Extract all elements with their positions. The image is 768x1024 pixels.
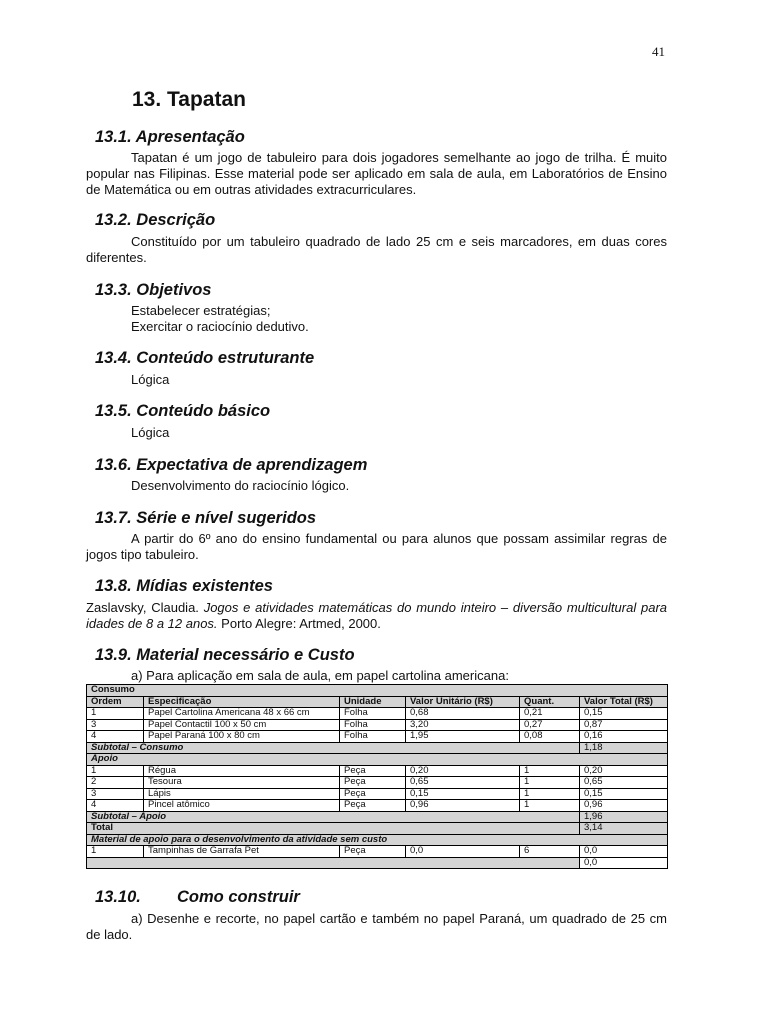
table-row (87, 708, 668, 720)
table-cell: 3 (87, 719, 144, 731)
objective-2: Exercitar o raciocínio dedutivo. (131, 319, 309, 334)
section-text-como-construir: a) Desenhe e recorte, no papel cartão e também no papel Paraná, um quadrado de 25 cm de lado. (86, 911, 667, 942)
table-row (87, 777, 668, 789)
table-cell: 0,27 (520, 719, 580, 731)
table-cell: 3 (87, 788, 144, 800)
table-cell: 0,20 (406, 765, 520, 777)
table-cell: Folha (340, 719, 406, 731)
final-total-value: 0,0 (580, 857, 668, 869)
table-cell: 0,21 (520, 708, 580, 720)
table-cell: 6 (520, 846, 580, 858)
column-header: Valor Total (R$) (580, 696, 668, 708)
section-number: 13.10. (95, 888, 141, 906)
section-heading-conteudo-basico: 13.5. Conteúdo básico (95, 402, 271, 420)
table-cell: 0,15 (580, 708, 668, 720)
table-cell: Peça (340, 765, 406, 777)
table-cell: 1 (87, 765, 144, 777)
subtotal-consumo-value: 1,18 (580, 742, 668, 754)
table-row (87, 788, 668, 800)
total-value: 3,14 (580, 823, 668, 835)
table-cell: Tesoura (144, 777, 340, 789)
table-cell: Régua (144, 765, 340, 777)
table-row (87, 731, 668, 743)
table-cell: 0,15 (580, 788, 668, 800)
table-cell: Peça (340, 788, 406, 800)
section-heading-material: 13.9. Material necessário e Custo (95, 646, 355, 664)
column-header: Especificação (144, 696, 340, 708)
table-cell: 1 (520, 800, 580, 812)
material-intro: a) Para aplicação em sala de aula, em papel cartolina americana: (131, 668, 509, 683)
section-title: Como construir (177, 888, 300, 906)
table-cell: 0,0 (406, 846, 520, 858)
section-heading-objetivos: 13.3. Objetivos (95, 281, 212, 299)
section-text-apresentacao: Tapatan é um jogo de tabuleiro para dois jogadores semelhante ao jogo de trilha. É muito popular nas Filipinas. Esse material pode ser aplicado em sala de aula, em Laboratórios de Ensino de Matemática ou em outras atividades extracurriculares. (86, 150, 667, 197)
table-row (87, 846, 668, 858)
table-cell: 1 (87, 846, 144, 858)
subtotal-apoio-row (87, 811, 668, 823)
table-cell: 0,87 (580, 719, 668, 731)
section-text-serie: A partir do 6º ano do ensino fundamental ou para alunos que possam assimilar regras de jogos tipo tabuleiro. (86, 531, 667, 562)
total-label: Total (87, 823, 580, 835)
table-cell: 0,20 (580, 765, 668, 777)
table-cell: Lápis (144, 788, 340, 800)
section-heading-conteudo-estruturante: 13.4. Conteúdo estruturante (95, 349, 315, 367)
section-heading-expectativa: 13.6. Expectativa de aprendizagem (95, 456, 368, 474)
table-cell: 1,95 (406, 731, 520, 743)
table-cell: 0,08 (520, 731, 580, 743)
section-text-conteudo-estruturante: Lógica (131, 372, 170, 387)
table-cell: 2 (87, 777, 144, 789)
table-cell: 0,0 (580, 846, 668, 858)
subtotal-consumo-label: Subtotal – Consumo (87, 742, 580, 754)
table-cell: 1 (520, 777, 580, 789)
section-heading-serie: 13.7. Série e nível sugeridos (95, 509, 317, 527)
table-cell: 0,68 (406, 708, 520, 720)
table-cell: Pincel atômico (144, 800, 340, 812)
table-cell: 4 (87, 800, 144, 812)
reference-title: Jogos e atividades matemáticas do mundo inteiro – diversão multicultural para idades de 8 a 12 anos. (86, 600, 668, 631)
section-text-conteudo-basico: Lógica (131, 425, 170, 440)
final-total-empty (87, 857, 580, 869)
table-cell: 1 (520, 765, 580, 777)
column-header: Unidade (340, 696, 406, 708)
apoio-label: Apoio (87, 754, 668, 766)
subtotal-consumo-row (87, 742, 668, 754)
table-cell: 1 (520, 788, 580, 800)
sem-custo-label: Material de apoio para o desenvolvimento da atividade sem custo (87, 834, 668, 846)
table-cell: Papel Contactil 100 x 50 cm (144, 719, 340, 731)
consumo-label: Consumo (87, 685, 668, 697)
table-cell: 1 (87, 708, 144, 720)
column-header: Ordem (87, 696, 144, 708)
table-row (87, 800, 668, 812)
subtotal-apoio-value: 1,96 (580, 811, 668, 823)
reference-publisher: Porto Alegre: Artmed, 2000. (217, 616, 381, 631)
section-heading-como-construir (95, 888, 300, 907)
table-cell: Peça (340, 777, 406, 789)
table-cell: Peça (340, 846, 406, 858)
subtotal-apoio-label: Subtotal – Apoio (87, 811, 580, 823)
column-header: Valor Unitário (R$) (406, 696, 520, 708)
table-cell: 0,15 (406, 788, 520, 800)
table-cell: 0,16 (580, 731, 668, 743)
table-cell: 0,65 (406, 777, 520, 789)
table-cell: 3,20 (406, 719, 520, 731)
table-cell: 0,96 (580, 800, 668, 812)
table-cell: Peça (340, 800, 406, 812)
table-row (87, 719, 668, 731)
table-cell: 0,96 (406, 800, 520, 812)
chapter-title: 13. Tapatan (132, 88, 246, 111)
table-cell: Folha (340, 708, 406, 720)
table-header-row (87, 696, 668, 708)
reference-author: Zaslavsky, Claudia. (86, 600, 204, 615)
section-heading-descricao: 13.2. Descrição (95, 211, 216, 229)
table-cell: Folha (340, 731, 406, 743)
objective-1: Estabelecer estratégias; (131, 303, 271, 318)
table-cell: 4 (87, 731, 144, 743)
table-cell: 0,65 (580, 777, 668, 789)
table-row (87, 765, 668, 777)
section-text-descricao: Constituído por um tabuleiro quadrado de lado 25 cm e seis marcadores, em duas cores diferentes. (86, 234, 667, 265)
section-text-midias (86, 600, 667, 632)
section-heading-midias: 13.8. Mídias existentes (95, 577, 273, 595)
final-total-row (87, 857, 668, 869)
page-number: 41 (652, 44, 665, 59)
section-text-expectativa: Desenvolvimento do raciocínio lógico. (131, 478, 350, 493)
table-cell: Tampinhas de Garrafa Pet (144, 846, 340, 858)
table-cell: Papel Paraná 100 x 80 cm (144, 731, 340, 743)
column-header: Quant. (520, 696, 580, 708)
table-cell: Papel Cartolina Americana 48 x 66 cm (144, 708, 340, 720)
material-cost-table (86, 684, 668, 869)
total-row (87, 823, 668, 835)
section-heading-apresentacao: 13.1. Apresentação (95, 128, 245, 146)
